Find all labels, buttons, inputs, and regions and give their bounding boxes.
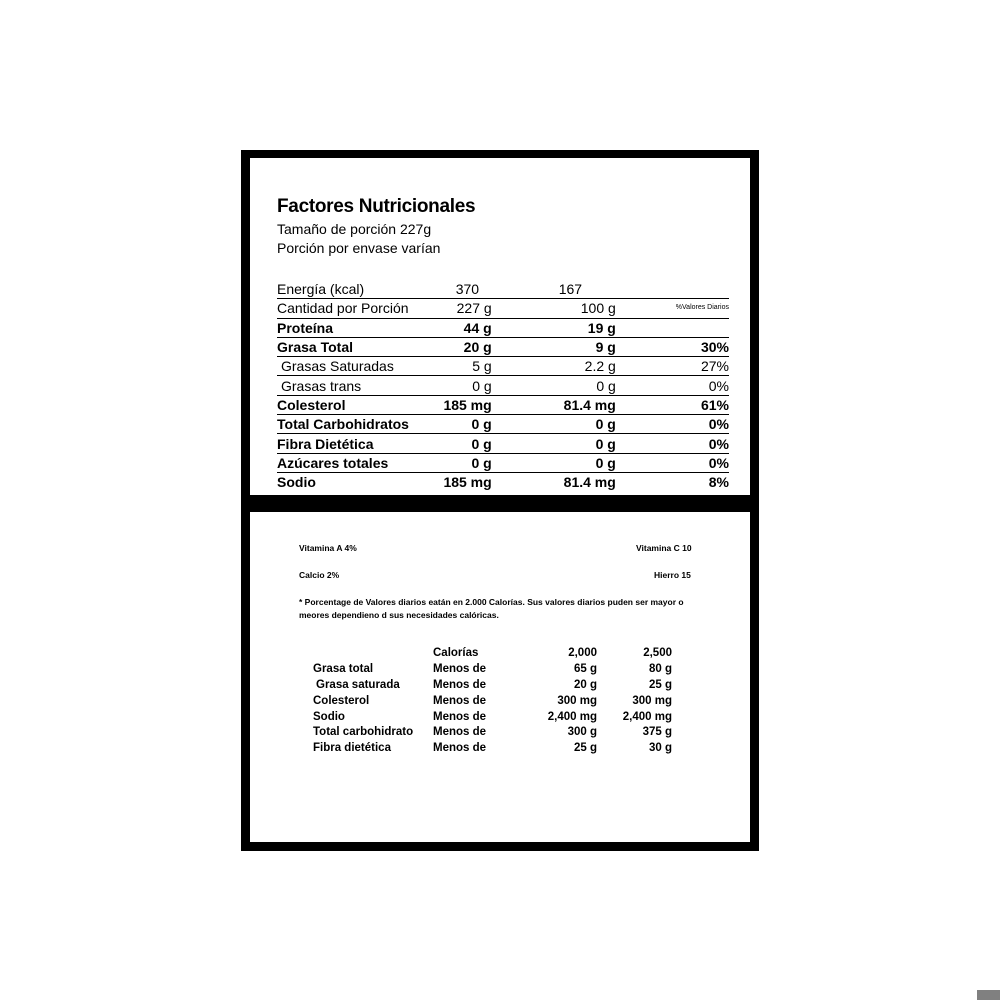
label-title: Factores Nutricionales [277, 196, 476, 217]
reference-2000: 65 g [573, 663, 597, 676]
vitamin-c: Vitamina C 10 [636, 543, 692, 553]
nutrient-row [277, 337, 729, 356]
nutrient-per-portion: 0 g [426, 434, 547, 453]
reference-qualifier: Menos de [433, 663, 487, 676]
reference-2000: 2,400 mg [547, 710, 597, 723]
nutrient-per-100g: 81.4 mg [547, 395, 676, 414]
nutrient-per-portion: 0 g [426, 415, 547, 434]
reference-header-2000: 2,000 [568, 647, 597, 660]
nutrient-name: Sodio [277, 474, 316, 491]
reference-name: Total carbohidrato [313, 726, 414, 739]
reference-qualifier: Menos de [433, 678, 487, 691]
energy-per-portion: 370 [426, 280, 547, 299]
amount-per-portion-row [277, 299, 729, 318]
reference-header-qualifier: Calorías [433, 647, 479, 660]
reference-2000: 300 mg [557, 694, 597, 707]
serving-size: Tamaño de porción 227g [277, 221, 432, 237]
reference-2500: 80 g [648, 663, 672, 676]
servings-per-container: Porción por envase varían [277, 240, 441, 256]
reference-name: Grasa total [313, 663, 374, 676]
nutrient-daily-value: 61% [676, 395, 729, 414]
reference-qualifier: Menos de [433, 694, 487, 707]
reference-qualifier: Menos de [433, 726, 487, 739]
reference-2000: 300 g [567, 726, 597, 739]
reference-name: Fibra dietética [313, 742, 391, 755]
reference-row [313, 662, 672, 678]
nutrient-row [277, 434, 729, 453]
reference-row [313, 693, 672, 709]
nutrient-daily-value: 0% [676, 415, 729, 434]
reference-2000: 20 g [573, 678, 597, 691]
reference-2500: 300 mg [632, 694, 672, 707]
reference-name: Grasa saturada [316, 678, 400, 691]
reference-qualifier: Menos de [433, 710, 487, 723]
nutrient-row [277, 415, 729, 434]
reference-2500: 375 g [642, 726, 672, 739]
reference-row [313, 678, 672, 694]
nutrient-per-portion: 185 mg [426, 395, 547, 414]
calcium: Calcio 2% [299, 570, 340, 580]
daily-value-header: %Valores Diarios [676, 299, 729, 318]
nutrient-name: Grasa Total [277, 337, 426, 356]
nutrient-row [277, 357, 729, 376]
nutrient-name: Grasas Saturadas [277, 357, 426, 376]
nutrient-per-100g: 2.2 g [547, 357, 676, 376]
vitamin-a: Vitamina A 4% [299, 543, 357, 553]
reference-name: Sodio [313, 710, 345, 723]
reference-2500: 30 g [648, 742, 672, 755]
nutrient-daily-value: 27% [676, 357, 729, 376]
nutrient-row [277, 376, 729, 395]
nutrition-table [277, 280, 729, 491]
reference-2500: 25 g [648, 678, 672, 691]
reference-name: Colesterol [313, 694, 370, 707]
nutrient-row [277, 395, 729, 414]
reference-qualifier: Menos de [433, 742, 487, 755]
nutrient-per-100g: 0 g [547, 376, 676, 395]
reference-2000: 25 g [573, 742, 597, 755]
reference-row [313, 725, 672, 741]
amount-per-portion-label: Cantidad por Porción [277, 299, 426, 318]
reference-size: 100 g [547, 299, 676, 318]
reference-header-row [313, 646, 672, 662]
nutrient-daily-value [676, 318, 729, 337]
reference-header-name [313, 646, 433, 662]
nutrient-per-100g: 9 g [547, 337, 676, 356]
nutrient-per-100g: 19 g [547, 318, 676, 337]
reference-header-2500: 2,500 [643, 647, 672, 660]
nutrient-name: Total Carbohidratos [277, 415, 426, 434]
nutrient-per-portion: 20 g [426, 337, 547, 356]
nutrient-daily-value: 0% [676, 376, 729, 395]
nutrient-per-100g: 0 g [547, 453, 676, 472]
nutrient-daily-value: 8% [708, 474, 729, 491]
nutrient-name: Colesterol [277, 395, 426, 414]
nutrient-per-portion: 5 g [426, 357, 547, 376]
nutrient-row [277, 453, 729, 472]
nutrient-name: Grasas trans [277, 376, 426, 395]
nutrient-per-portion: 0 g [426, 453, 547, 472]
energy-row [277, 280, 729, 299]
portion-size: 227 g [426, 299, 547, 318]
nutrient-daily-value: 0% [676, 453, 729, 472]
corner-marker [977, 990, 1000, 1000]
nutrient-row [277, 318, 729, 337]
energy-per-100g: 167 [547, 280, 676, 299]
reference-row [313, 741, 672, 757]
nutrient-per-portion: 44 g [426, 318, 547, 337]
nutrient-daily-value: 0% [676, 434, 729, 453]
iron: Hierro 15 [654, 570, 691, 580]
nutrient-row [277, 472, 729, 491]
daily-value-footnote: * Porcentage de Valores diarios eatán en 2.000 Calorías. Sus valores diarios puden ser mayor o meores dependieno d sus necesidades calóricas. [299, 597, 684, 620]
nutrient-name: Fibra Dietética [277, 434, 426, 453]
nutrient-per-portion: 185 mg [443, 474, 492, 491]
energy-dv [676, 280, 729, 299]
nutrient-name: Proteína [277, 318, 426, 337]
nutrient-per-100g: 0 g [547, 434, 676, 453]
reference-2500: 2,400 mg [622, 710, 672, 723]
nutrient-name: Azúcares totales [277, 453, 426, 472]
reference-table [313, 646, 672, 757]
nutrient-per-100g: 81.4 mg [563, 474, 616, 491]
reference-row [313, 709, 672, 725]
nutrient-daily-value: 30% [676, 337, 729, 356]
nutrient-per-100g: 0 g [547, 415, 676, 434]
nutrient-per-portion: 0 g [426, 376, 547, 395]
energy-label: Energía (kcal) [277, 280, 426, 299]
